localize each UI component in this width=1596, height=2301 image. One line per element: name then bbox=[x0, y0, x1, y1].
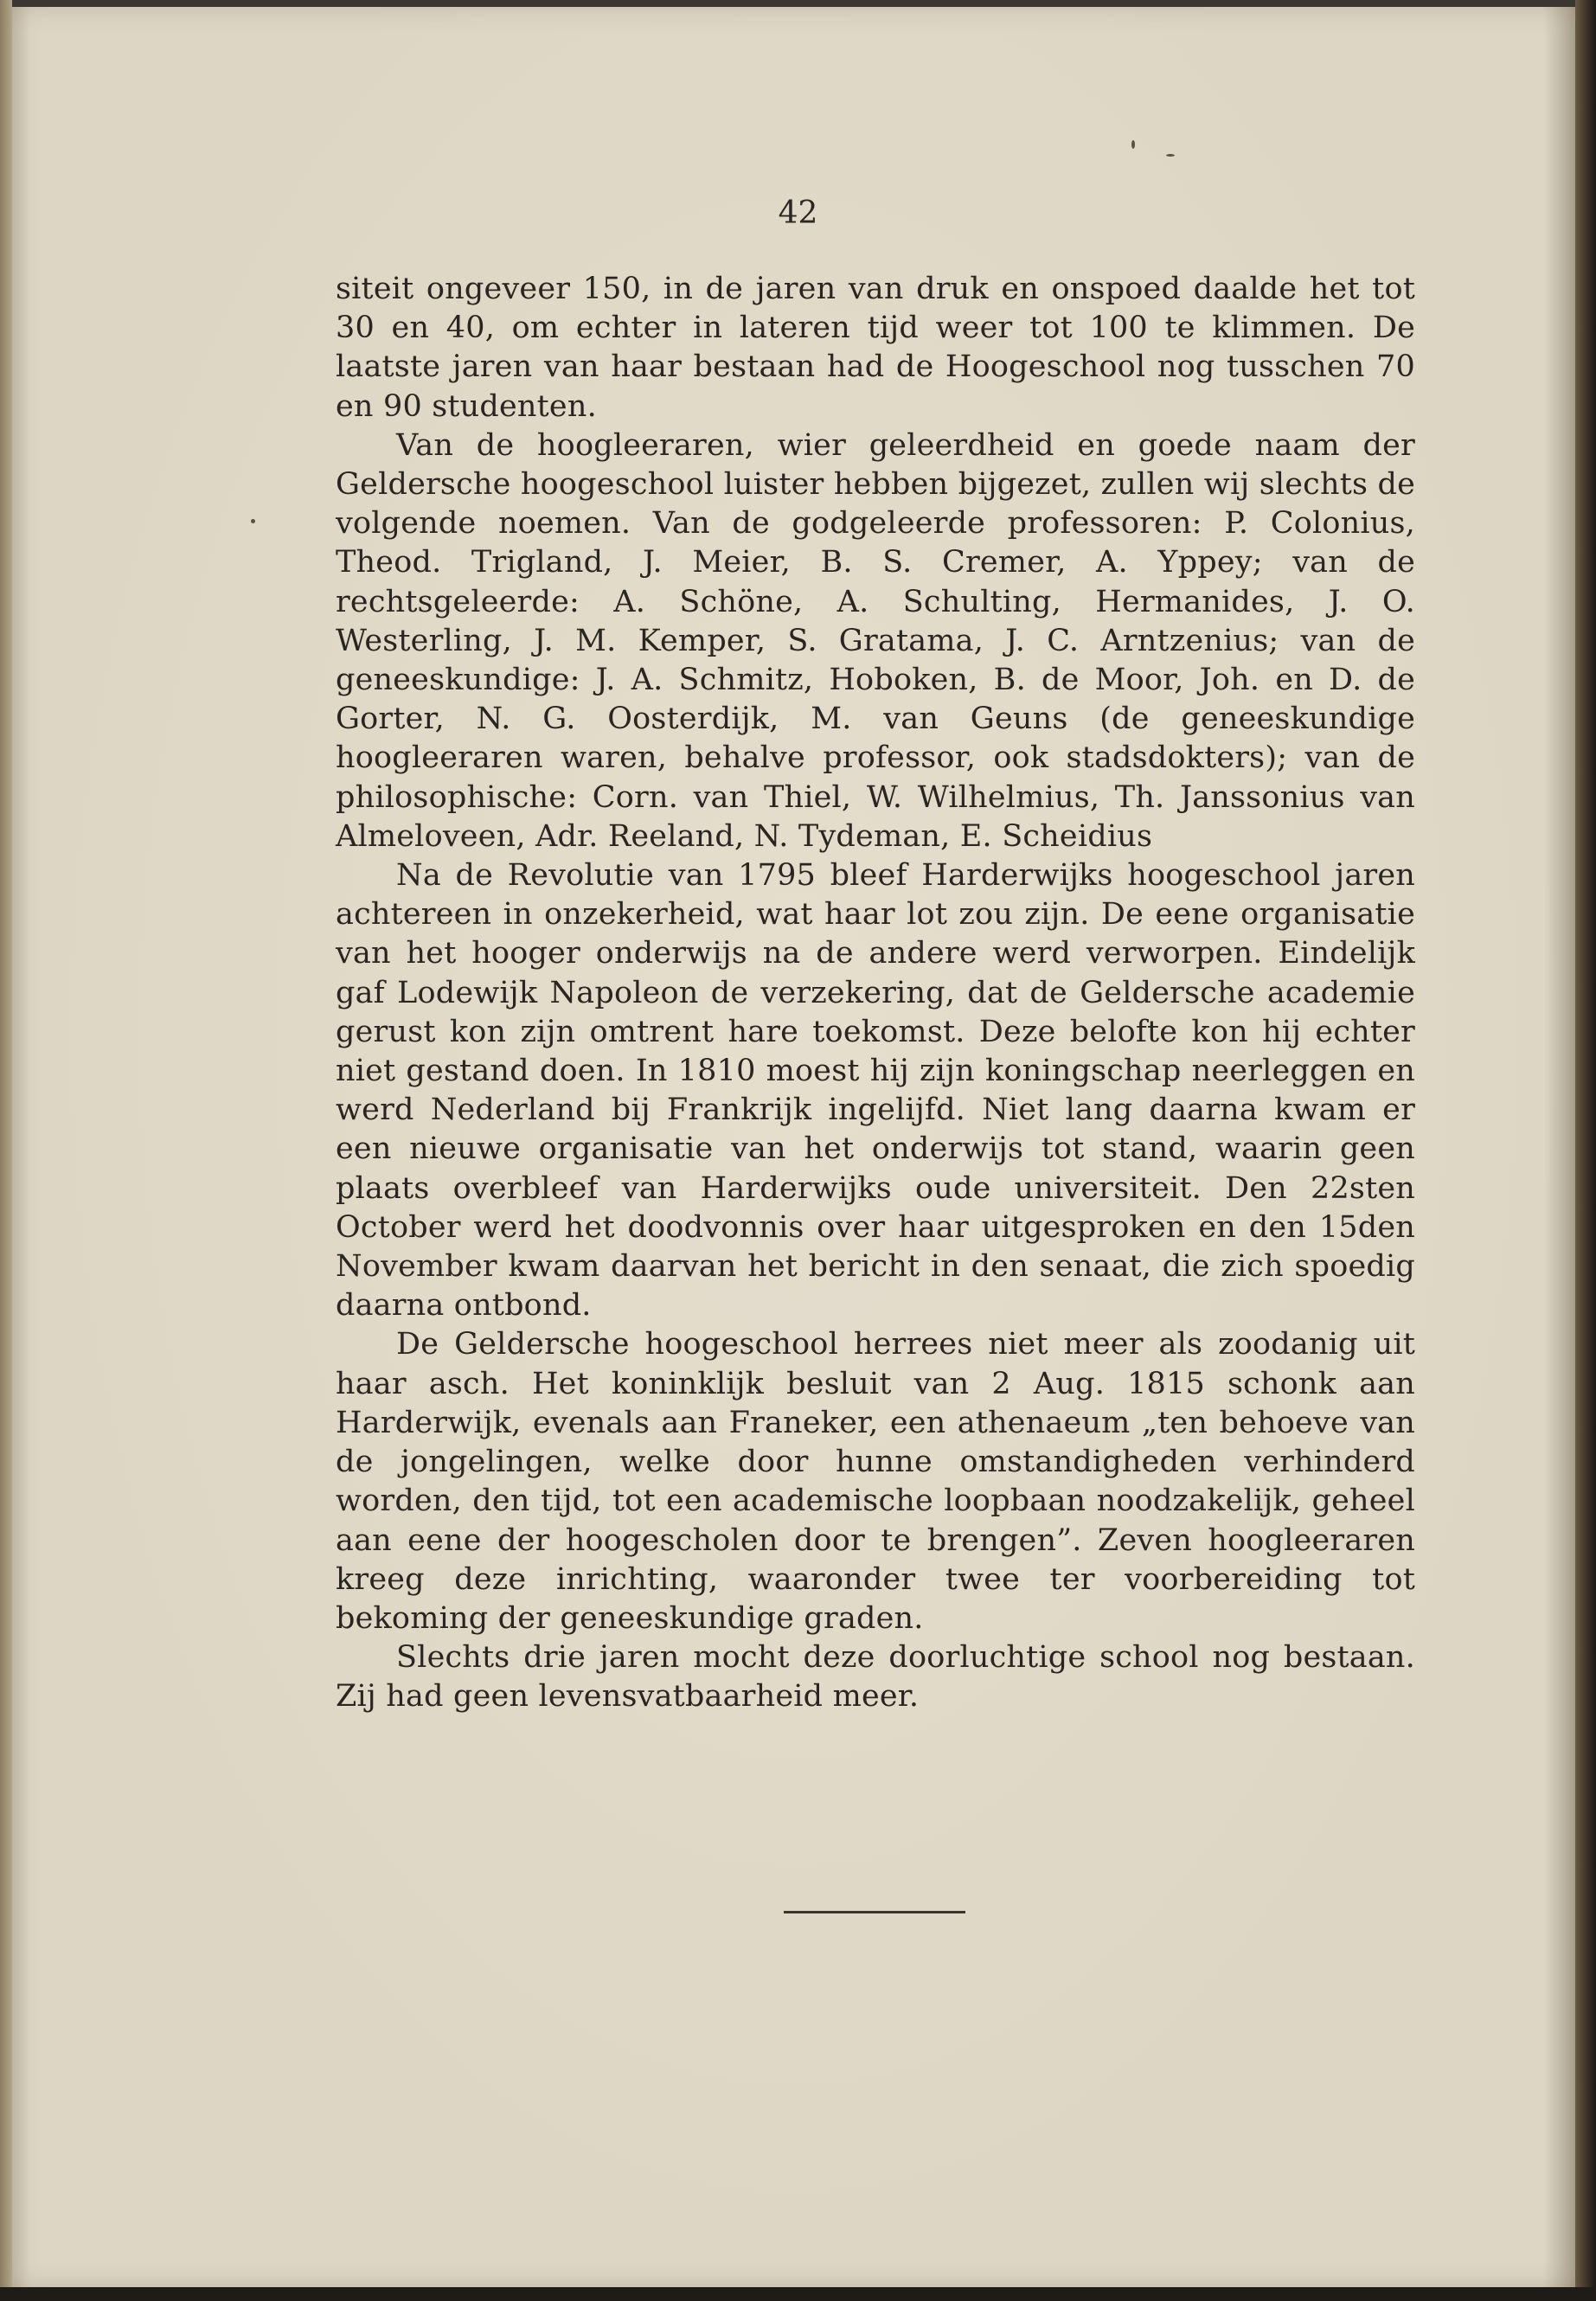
paragraph: De Geldersche hoogeschool herrees niet meer als zoodanig uit haar asch. Het koninklijk besluit van 2 Aug. 1815 schonk aan Harderwijk, evenals aan Franeker, een athenaeum „ten behoeve van de jongelingen, welke door hunne omstandigheden verhinderd worden, den tijd, tot een academische loopbaan noodzakelijk, geheel aan eene der hoogescholen door te brengen”. Zeven hoogleeraren kreeg deze inrichting, waaronder twee ter voorbereiding tot bekoming der geneeskundige graden. bbox=[336, 1327, 1415, 1636]
paper-speck bbox=[1131, 140, 1135, 149]
paragraph: Van de hoogleeraren, wier geleerdheid en goede naam der Geldersche hoogeschool luister hebben bijgezet, zullen wij slechts de volgende noemen. Van de godgeleerde professoren: P. Colonius, Theod. Trigland, J. Meier, B. S. Cremer, A. Yppey; van de rechtsgeleerde: A. Schöne, A. Schulting, Hermanides, J. O. Westerling, J. M. Kemper, S. Gratama, J. C. Arntzenius; van de geneeskundige: J. A. Schmitz, Hoboken, B. de Moor, Joh. en D. de Gorter, N. G. Oosterdijk, M. van Geuns (de geneeskundige hoogleeraren waren, behalve professor, ook stadsdokters); van de philosophische: Corn. van Thiel, W. Wilhelmius, Th. Janssonius van Almeloveen, Adr. Reeland, N. Tydeman, E. Scheidius bbox=[336, 427, 1415, 854]
paragraph: Na de Revolutie van 1795 bleef Harderwijks hoogeschool jaren achtereen in onzekerheid, wat haar lot zou zijn. De eene organisatie van het hooger onderwijs na de andere werd verworpen. Eindelijk gaf Lodewijk Napoleon de verzekering, dat de Geldersche academie gerust kon zijn omtrent hare toekomst. Deze belofte kon hij echter niet gestand doen. In 1810 moest hij zijn koningschap neerleggen en werd Nederland bij Frankrijk ingelijfd. Niet lang daarna kwam er een nieuwe organisatie van het onderwijs tot stand, waarin geen plaats overbleef van Harderwijks oude universiteit. Den 22sten October werd het doodvonnis over haar uitgesproken en den 15den November kwam daarvan het bericht in den senaat, die zich spoedig daarna ontbond. bbox=[336, 858, 1415, 1324]
paragraph: Slechts drie jaren mocht deze doorluchtige school nog bestaan. Zij had geen levensvatbaarheid meer. bbox=[336, 1640, 1415, 1715]
top-border bbox=[12, 0, 1576, 7]
page-right-edge bbox=[1575, 0, 1596, 2301]
paper-speck bbox=[1166, 154, 1175, 157]
body-text bbox=[336, 270, 1415, 1717]
page-number: 42 bbox=[778, 195, 818, 231]
section-end-rule bbox=[784, 1911, 965, 1913]
paper-speck bbox=[251, 519, 255, 523]
paragraph: siteit ongeveer 150, in de jaren van druk en onspoed daalde het tot 30 en 40, om echter in lateren tijd weer tot 100 te klimmen. De laatste jaren van haar bestaan had de Hoogeschool nog tusschen 70 en 90 studenten. bbox=[336, 272, 1415, 424]
page-bottom-edge bbox=[0, 2287, 1596, 2301]
